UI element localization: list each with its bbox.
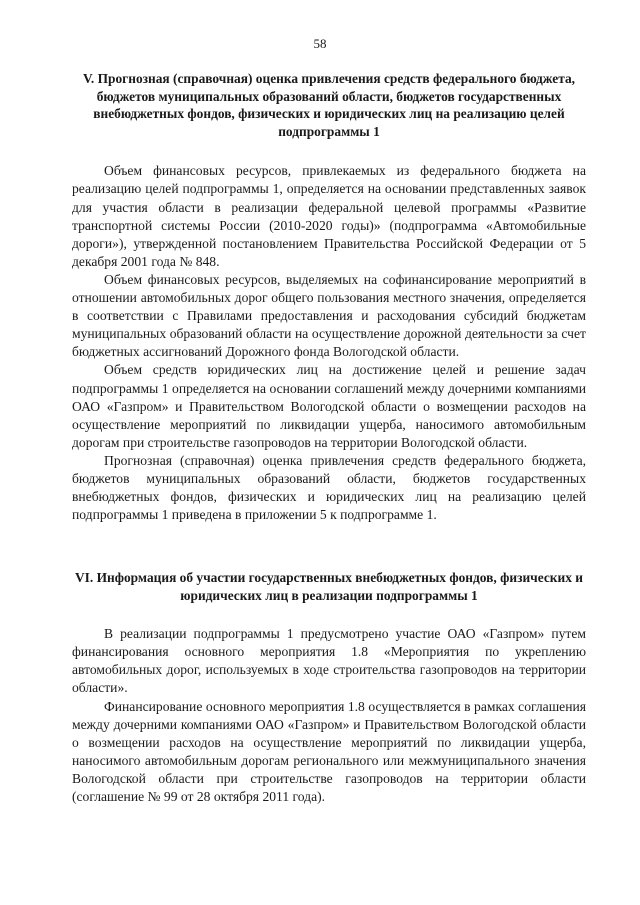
section-6-paragraph-2: Финансирование основного мероприятия 1.8 осуществляется в рамках соглашения между дочерними компаниями ОАО «Газпром» и Правительством Вологодской области о возмещении расходов на осуществление мероприятий по ликвидации ущерба, наносимого автомобильным дорогам регионального или межмуниципального значения Вологодской области при строительстве газопроводов на территории области (соглашение № 99 от 28 октября 2011 года). — [72, 698, 586, 805]
section-5-body — [72, 162, 586, 524]
section-6 — [72, 569, 586, 806]
section-5-heading: V. Прогнозная (справочная) оценка привлечения средств федерального бюджета, бюджетов муниципальных образований области, бюджетов государственных внебюджетных фондов, физических и юридических лиц на реализацию целей подпрограммы 1 — [82, 71, 576, 139]
section-5 — [72, 70, 586, 524]
section-6-body — [72, 625, 586, 806]
page-number: 58 — [313, 36, 327, 51]
section-6-heading: VI. Информация об участии государственных внебюджетных фондов, физических и юридических лиц в реализации подпрограммы 1 — [75, 570, 583, 603]
section-5-paragraph-3: Объем средств юридических лиц на достижение целей и решение задач подпрограммы 1 определяется на основании соглашений между дочерними компаниями ОАО «Газпром» и Правительством Вологодской области о возмещении расходов на осуществление мероприятий по ликвидации ущерба, наносимого автомобильным дорогам при строительстве газопроводов на территории Вологодской области. — [72, 362, 586, 450]
section-6-paragraph-1: В реализации подпрограммы 1 предусмотрено участие ОАО «Газпром» путем финансирования основного мероприятия 1.8 «Мероприятия по укреплению автомобильных дорог, используемых в ходе строительства газопроводов на территории области». — [72, 626, 586, 696]
section-5-paragraph-1: Объем финансовых ресурсов, привлекаемых из федерального бюджета на реализацию целей подпрограммы 1, определяется на основании представленных заявок для участия области в реализации федеральной целевой программы «Развитие транспортной системы России (2010-2020 годы)» (подпрограмма «Автомобильные дороги»), утвержденной постановлением Правительства Российской Федерации от 5 декабря 2001 года № 848. — [72, 163, 586, 269]
section-5-paragraph-4: Прогнозная (справочная) оценка привлечения средств федерального бюджета, бюджетов муниципальных образований области, бюджетов государственных внебюджетных фондов, физических и юридических лиц на реализацию целей подпрограммы 1 приведена в приложении 5 к подпрограмме 1. — [72, 452, 586, 523]
section-5-paragraph-2: Объем финансовых ресурсов, выделяемых на софинансирование мероприятий в отношении автомобильных дорог общего пользования местного значения, определяется в соответствии с Правилами предоставления и расходования субсидий бюджетам муниципальных образований области на осуществление дорожной деятельности за счет бюджетных ассигнований Дорожного фонда Вологодской области. — [72, 271, 586, 360]
